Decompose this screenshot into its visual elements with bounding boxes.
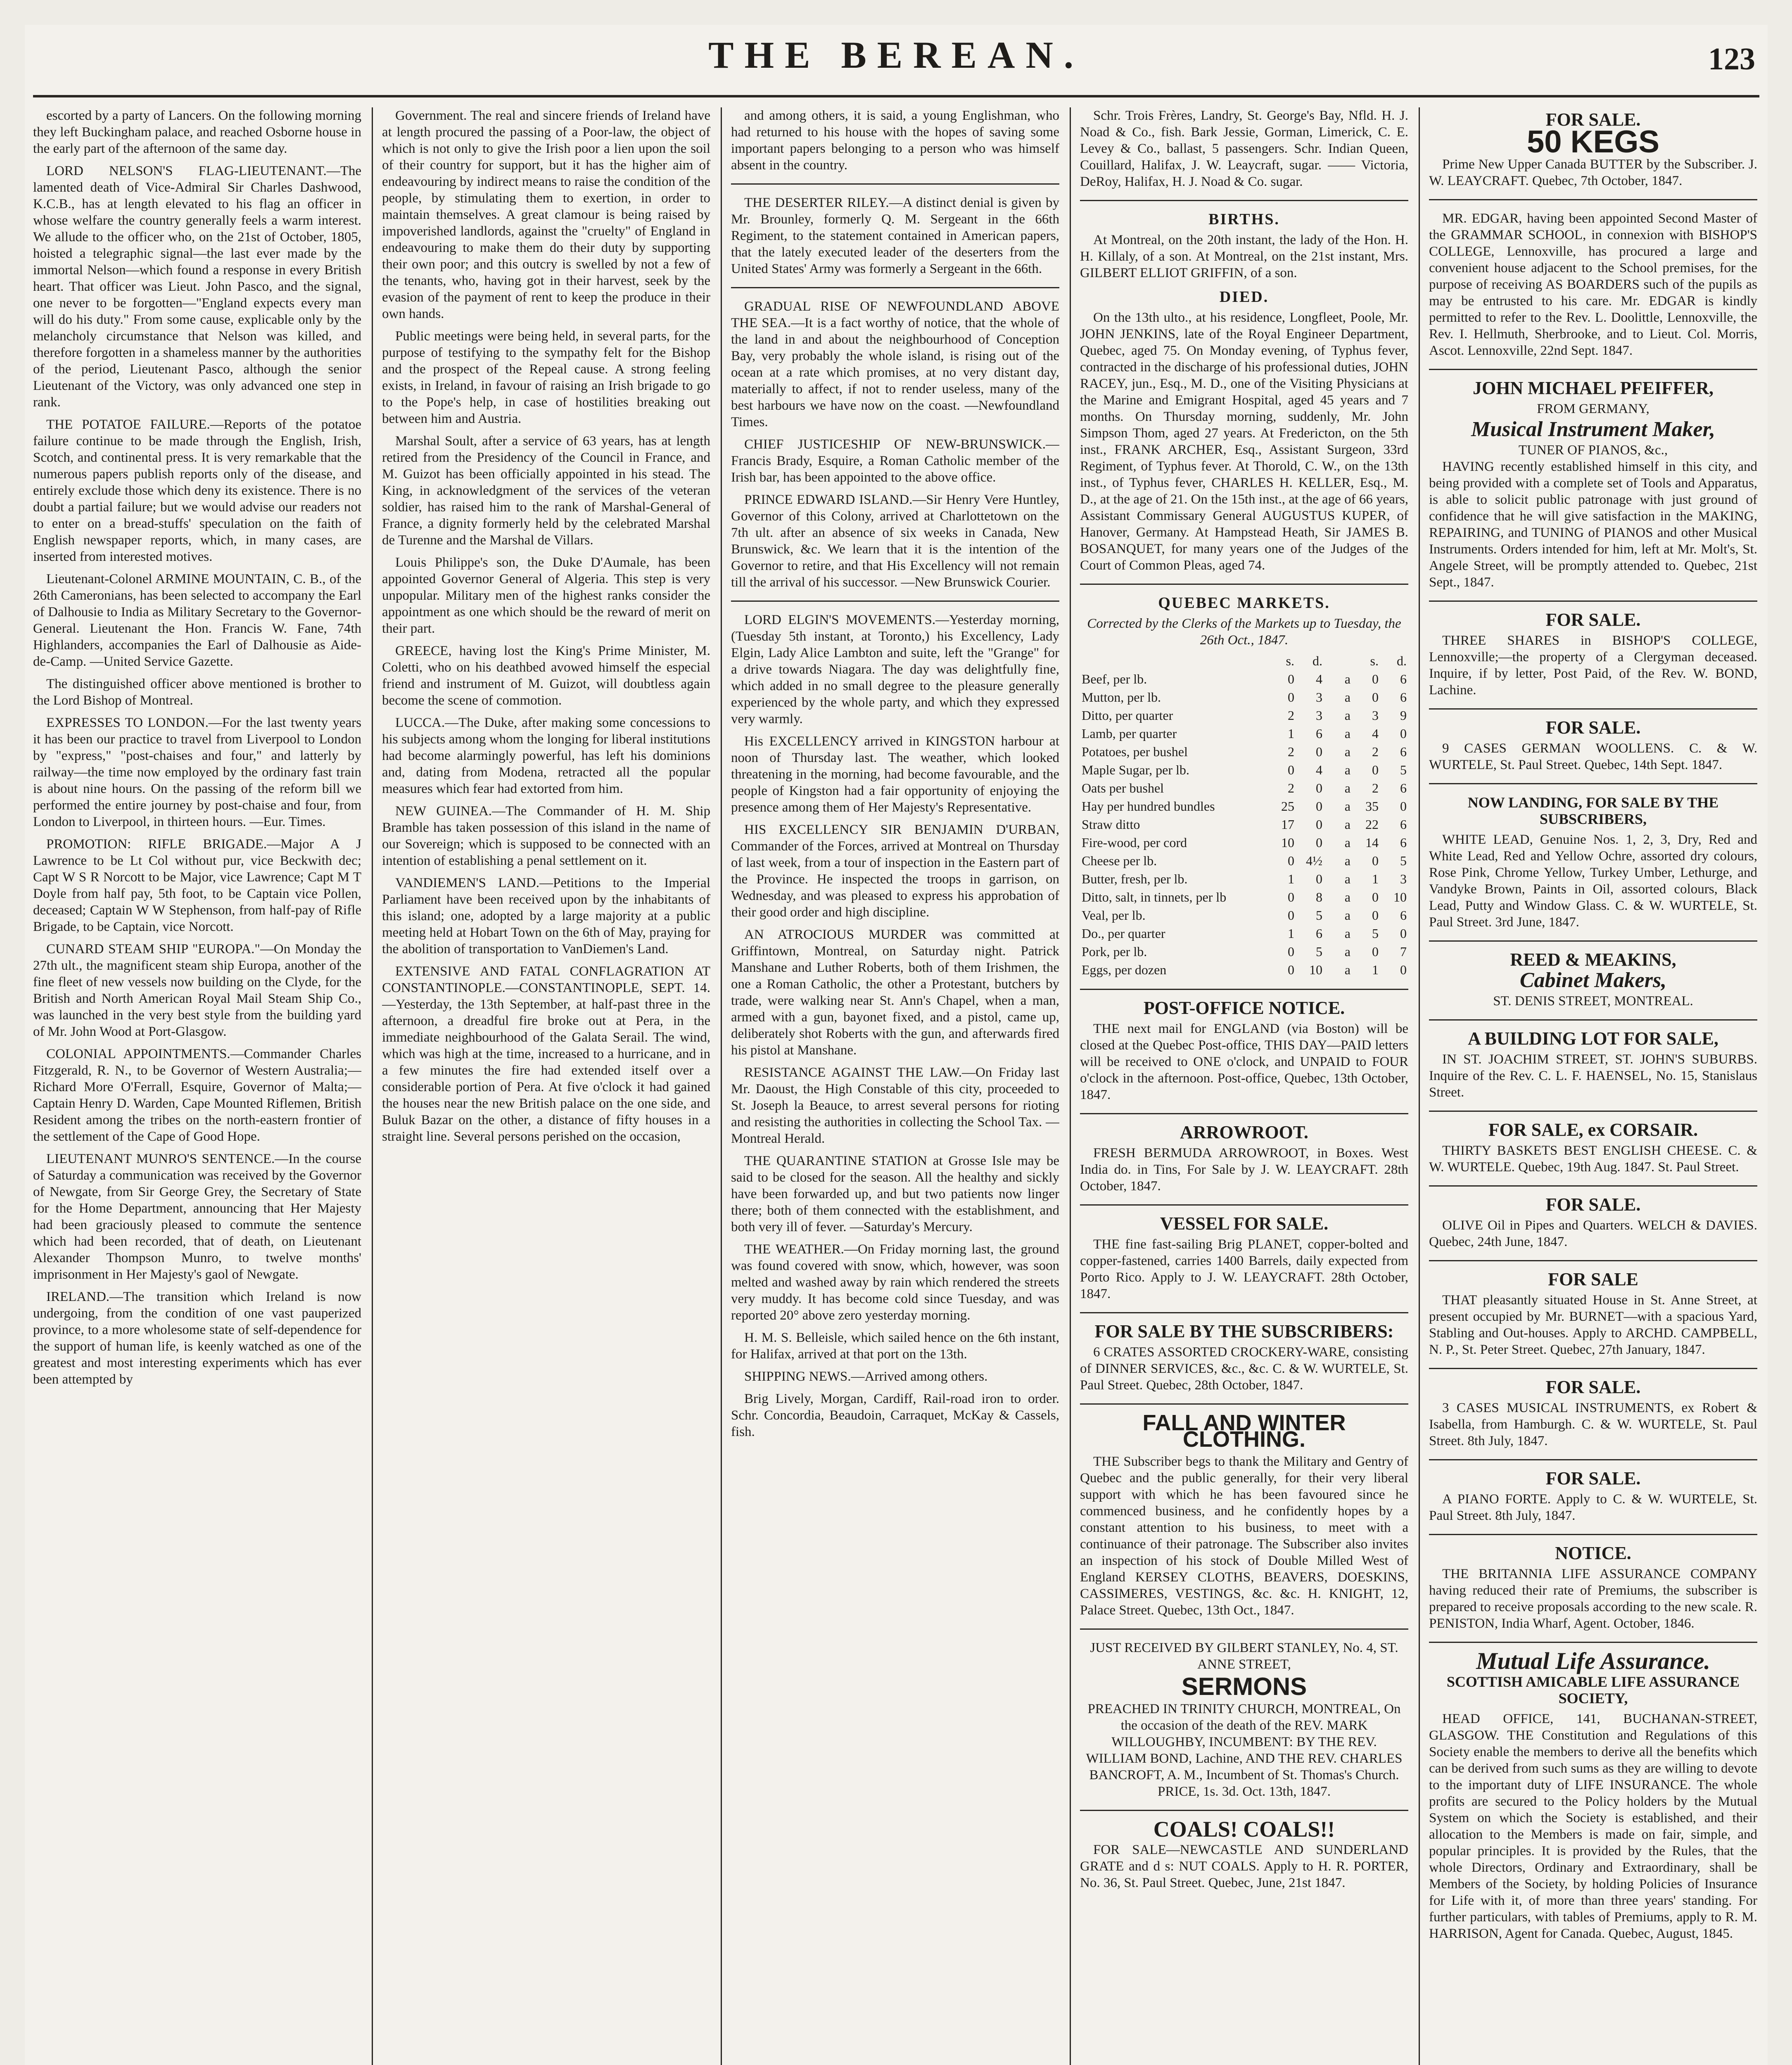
- article-paragraph: Marshal Soult, after a service of 63 years, has at length retired from the Presidency of the Council in France, and M. Guizot has been officially appointed in his stead. The King, in acknowledgment of the services of the veteran soldier, has raised him to the rank of Marshal-General of France, a dignity formerly held by the celebrated Marshal de Turenne and the Marshal de Villars.: [382, 434, 710, 548]
- markets-header-cell: d.: [1313, 653, 1322, 668]
- market-price: a: [1344, 799, 1351, 814]
- divider: [1429, 1019, 1757, 1021]
- ad-subtitle: FROM GERMANY,: [1537, 401, 1650, 416]
- article-paragraph: CUNARD STEAM SHIP "EUROPA."—On Monday the 27th ult., the magnificent steam ship Europa, another of the fine fleet of new vessels now building on the Clyde, for the British and North American Royal Mail Steam Ship Co., was launched in the very best style from the building yard of Mr. John Wood at Port-Glasgow.: [33, 942, 361, 1039]
- markets-header-cell: d.: [1397, 653, 1407, 668]
- market-price: 0: [1288, 908, 1294, 923]
- article-paragraph: THE DESERTER RILEY.—A distinct denial is given by Mr. Brounley, formerly Q. M. Sergeant in the 66th Regiment, to the statement contained in American papers, that the lately executed leader of the deserters from the United States' Army was formerly a Sergeant in the 66th.: [731, 195, 1059, 276]
- market-price: 2: [1372, 781, 1379, 795]
- divider: [1080, 1204, 1408, 1206]
- divider: [1429, 1459, 1757, 1460]
- divider: [1429, 369, 1757, 370]
- markets-header-cell: [1080, 652, 1268, 670]
- market-item: Potatoes, per bushel: [1082, 744, 1188, 759]
- article-paragraph: IRELAND.—The transition which Ireland is now undergoing, from the condition of one vast pauperized province, to a more wholesome state of self-dependence for the support of human life, is keenly watched as one of the greatest and most interesting experiments which has ever been attempted by: [33, 1289, 361, 1387]
- market-price: 6: [1316, 926, 1322, 941]
- market-price: 0: [1288, 890, 1294, 904]
- ad-text: OLIVE Oil in Pipes and Quarters. WELCH & DAVIES. Quebec, 24th June, 1847.: [1429, 1218, 1757, 1249]
- article-paragraph: Public meetings were being held, in several parts, for the purpose of testifying to the sympathy felt for the Bishop and the prospect of the Repeal cause. A strong feeling exists, in Ireland, in favour of raising an Irish brigade to go to the Pope's help, in case of hostilities breaking out between him and Austria.: [382, 329, 710, 426]
- divider: [1080, 1113, 1408, 1114]
- market-price: a: [1344, 835, 1351, 850]
- divider: [1429, 199, 1757, 200]
- column-2: [382, 107, 710, 2065]
- market-price: 0: [1372, 890, 1379, 904]
- divider: [731, 287, 1059, 288]
- article-paragraph: HIS EXCELLENCY SIR BENJAMIN D'URBAN, Commander of the Forces, arrived at Montreal on Thursday of last week, from a tour of inspection in the Eastern part of the Province. He inspected the troops in garrison, on Wednesday, and was pleased to express his approbation of their good order and high discipline.: [731, 822, 1059, 920]
- arrowroot-text: FRESH BERMUDA ARROWROOT, in Boxes. West India do. in Tins, For Sale by J. W. LEAYCRAFT. 28th October, 1847.: [1080, 1146, 1408, 1194]
- article-paragraph: PRINCE EDWARD ISLAND.—Sir Henry Vere Huntley, Governor of this Colony, arrived at Charlottetown on the 7th ult. after an absence of six weeks in Canada, New Brunswick, &c. We learn that it is the intention of the Governor to retire, and that His Excellency will not remain till the arrival of his successor. —New Brunswick Courier.: [731, 492, 1059, 590]
- market-price: 3: [1316, 690, 1322, 705]
- article-paragraph: PROMOTION: RIFLE BRIGADE.—Major A J Lawrence to be Lt Col without pur, vice Beckwith dec; Capt W S R Norcott to be Major, vice Lawrence; Capt M T Doyle from half pay, 5th foot, to be Captain vice Pollen, deceased; Captain W W Stephenson, from half-pay of Rifle Brigade, to be Captain, vice Norcott.: [33, 837, 361, 934]
- market-item: Pork, per lb.: [1082, 944, 1147, 959]
- market-price: 1: [1288, 726, 1294, 741]
- market-price: 17: [1281, 817, 1294, 832]
- market-price: 25: [1281, 799, 1294, 814]
- market-price: 6: [1400, 908, 1407, 923]
- market-price: 9: [1400, 708, 1407, 723]
- table-row: [1080, 670, 1408, 688]
- table-row: [1080, 797, 1408, 815]
- market-price: 2: [1288, 781, 1294, 795]
- market-price: 0: [1316, 817, 1322, 832]
- market-price: 0: [1372, 853, 1379, 868]
- ad-title: NOTICE.: [1555, 1543, 1631, 1563]
- ad-text: IN ST. JOACHIM STREET, ST. JOHN'S SUBURBS. Inquire of the Rev. C. L. F. HAENSEL, No. 15, Stanislaus Street.: [1429, 1052, 1757, 1100]
- market-price: 6: [1400, 817, 1407, 832]
- markets-header-cell: s.: [1370, 653, 1379, 668]
- ad-text: MR. EDGAR, having been appointed Second Master of the GRAMMAR SCHOOL, in connexion with BISHOP'S COLLEGE, Lennoxville, has procured a large and convenient house adjacent to the School premises, for the purpose of receiving AS BOARDERS such of the pupils as may be entrusted to his care. Mr. EDGAR is kindly permitted to refer to the Rev. L. Doolittle, Lennoxville, the Rev. I. Hellmuth, Sherbrooke, and to Lieut. Col. Morris, Ascot. Lennoxville, 22nd Sept. 1847.: [1429, 211, 1757, 358]
- market-price: 5: [1316, 908, 1322, 923]
- market-price: 0: [1372, 690, 1379, 705]
- article-paragraph: Louis Philippe's son, the Duke D'Aumale, has been appointed Governor General of Algeria. This step is very unpopular. Military men of the highest ranks consider the appointment as one which should be the reward of merit on their part.: [382, 555, 710, 636]
- market-item: Cheese per lb.: [1082, 853, 1157, 868]
- column-rule: [1419, 107, 1420, 2065]
- market-price: a: [1344, 871, 1351, 886]
- market-price: 3: [1372, 708, 1379, 723]
- market-price: a: [1344, 853, 1351, 868]
- divider: [1080, 1403, 1408, 1405]
- market-price: 1: [1288, 926, 1294, 941]
- ad-title: FOR SALE: [1548, 1269, 1638, 1289]
- market-item: Veal, per lb.: [1082, 908, 1146, 923]
- article-paragraph: H. M. S. Belleisle, which sailed hence on the 6th instant, for Halifax, arrived at that port on the 13th.: [731, 1330, 1059, 1362]
- table-row: [1080, 833, 1408, 852]
- market-price: a: [1344, 708, 1351, 723]
- market-price: 0: [1288, 762, 1294, 777]
- masthead: [33, 33, 1759, 97]
- markets-header-cell: s.: [1286, 653, 1294, 668]
- market-price: 0: [1288, 944, 1294, 959]
- ad-title: REED & MEAKINS,: [1510, 949, 1676, 970]
- ad-title: FOR SALE, ex CORSAIR.: [1488, 1120, 1698, 1140]
- table-row: [1080, 815, 1408, 833]
- ad-text: THREE SHARES in BISHOP'S COLLEGE, Lennoxville;—the property of a Clergyman deceased. Inquire, if by letter, Post Paid, of the Rev. W. BOND, Lachine.: [1429, 633, 1757, 698]
- ad-subtitle: TUNER OF PIANOS, &c.,: [1518, 443, 1668, 458]
- ad-text: HEAD OFFICE, 141, BUCHANAN-STREET, GLASGOW. THE Constitution and Regulations of this Society enable the members to derive all the benefits which can be derived from such sums as they are willing to devote to the important duty of LIFE INSURANCE. The whole profits are secured to the Policy holders by the Mutual System on which the Society is established, and their allocation to the Members is made on fair, simple, and popular principles. It is provided by the Rules, that the whole Directors, Ordinary and Extraordinary, shall be Members of the Society, by holding Policies of Insurance for Life with it, of more than three years' standing. For further particulars, with tables of Premiums, apply to R. M. HARRISON, Agent for Canada. Quebec, August, 1845.: [1429, 1711, 1757, 1941]
- article-paragraph: THE WEATHER.—On Friday morning last, the ground was found covered with snow, which, however, was soon melted and washed away by rain which rendered the streets very muddy. It has become cold since Tuesday, and was reported 20° above zero yesterday morning.: [731, 1242, 1059, 1323]
- ad-title: A BUILDING LOT FOR SALE,: [1468, 1028, 1718, 1049]
- article-paragraph: GREECE, having lost the King's Prime Minister, M. Coletti, who on his deathbed avowed himself the especial friend and instrument of M. Guizot, will doubtless again become the scene of commotion.: [382, 643, 710, 708]
- market-item: Lamb, per quarter: [1082, 726, 1177, 741]
- table-row: [1080, 888, 1408, 906]
- market-price: 3: [1400, 871, 1407, 886]
- divider: [1429, 783, 1757, 784]
- market-item: Butter, fresh, per lb.: [1082, 871, 1188, 886]
- ad-text: A PIANO FORTE. Apply to C. & W. WURTELE, St. Paul Street. 8th July, 1847.: [1429, 1492, 1757, 1523]
- ad-title: FOR SALE.: [1545, 1468, 1641, 1488]
- article-paragraph: CHIEF JUSTICESHIP OF NEW-BRUNSWICK.—Francis Brady, Esquire, a Roman Catholic member of the Irish bar, has been appointed to the above office.: [731, 437, 1059, 485]
- ad-text: WHITE LEAD, Genuine Nos. 1, 2, 3, Dry, Red and White Lead, Red and Yellow Ochre, assorted dry colours, Rose Pink, Chrome Yellow, Turkey Umber, Lethurge, and Vandyke Brown, Paints in Oil, assorted colours, Black Lead, Putty and Window Glass. C. & W. WURTELE, St. Paul Street. 3rd June, 1847.: [1429, 832, 1757, 930]
- ad-script-title: Cabinet Makers,: [1519, 968, 1667, 992]
- markets-table: [1080, 652, 1408, 979]
- market-price: 0: [1400, 726, 1407, 741]
- ad-title: FOR SALE.: [1545, 610, 1641, 630]
- ad-title: FOR SALE.: [1545, 109, 1641, 130]
- ad-text: HAVING recently established himself in this city, and being provided with a complete set of Tools and Apparatus, is able to solicit public patronage with just ground of confidence that he will give satisfaction in the MAKING, REPAIRING, and TUNING of PIANOS and other Musical Instruments. Orders intended for him, left at Mr. Molt's, St. Angele Street, will be promptly attended to. Quebec, 21st Sept., 1847.: [1429, 459, 1757, 590]
- ad-text: ST. DENIS STREET, MONTREAL.: [1493, 994, 1693, 1009]
- sermons-head: JUST RECEIVED BY GILBERT STANLEY, No. 4, ST. ANNE STREET,: [1090, 1640, 1398, 1672]
- market-item: Mutton, per lb.: [1082, 690, 1161, 705]
- market-price: 0: [1400, 926, 1407, 941]
- divider: [1080, 584, 1408, 585]
- market-price: 4½: [1306, 853, 1322, 868]
- divider: [1080, 1312, 1408, 1313]
- ad-title: NOW LANDING, FOR SALE BY THE SUBSCRIBERS,: [1467, 794, 1719, 827]
- article-paragraph: EXPRESSES TO LONDON.—For the last twenty years it has been our practice to travel from Liverpool to London by "express," "post-chaises and four," and latterly by railway—the time now employed by the ordinary fast train is about nine hours. On the passing of the reform bill we performed the entire journey by post-chaise and four, from London to Liverpool, in thirteen hours. —Eur. Times.: [33, 715, 361, 829]
- market-price: 0: [1372, 944, 1379, 959]
- market-price: 7: [1400, 944, 1407, 959]
- ad-script-title: Musical Instrument Maker,: [1471, 418, 1715, 441]
- divider: [1429, 1111, 1757, 1112]
- markets-note: Corrected by the Clerks of the Markets up to Tuesday, the 26th Oct., 1847.: [1087, 616, 1401, 648]
- market-item: Maple Sugar, per lb.: [1082, 762, 1189, 777]
- column-1: [33, 107, 361, 2065]
- market-price: 0: [1372, 672, 1379, 686]
- shipping-heading: SHIPPING NEWS.—Arrived among others.: [744, 1369, 988, 1384]
- market-price: 0: [1316, 835, 1322, 850]
- ad-text: 9 CASES GERMAN WOOLLENS. C. & W. WURTELE, St. Paul Street. Quebec, 14th Sept. 1847.: [1429, 741, 1757, 772]
- market-price: 4: [1316, 672, 1322, 686]
- market-price: 0: [1288, 962, 1294, 977]
- market-price: 4: [1372, 726, 1379, 741]
- market-price: a: [1344, 926, 1351, 941]
- died-text: On the 13th ulto., at his residence, Longfleet, Poole, Mr. JOHN JENKINS, late of the Royal Engineer Department, Quebec, aged 75. On Monday evening, of Typhus fever, contracted in the discharge of his professional duties, JOHN RACEY, jun., Esq., M. D., one of the Visiting Physicians at the Marine and Emigrant Hospital, aged 45 years and 7 months. On Thursday morning, suddenly, Mr. John Simpson Thom, aged 27 years. At Fredericton, on the 5th inst., FRANK ARCHER, Esq., Assistant Surgeon, 33rd Regiment, of Typhus fever. At Thorold, C. W., on the 13th inst., of Typhus fever, CHARLES H. KELLER, Esq., M. D., at the age of 21. On the 15th inst., at the age of 66 years, Assistant Commissary General AUGUSTUS KUPER, of Hanover, Germany. At Hampstead Heath, Sir JAMES B. BOSANQUET, for many years one of the Judges of the Court of Common Pleas, aged 74.: [1080, 310, 1408, 573]
- article-paragraph: His EXCELLENCY arrived in KINGSTON harbour at noon of Thursday last. The weather, which looked threatening in the morning, had become favourable, and the people of Kingston had a fair opportunity of enjoying the presence among them of Her Majesty's Representative.: [731, 734, 1059, 815]
- column-4: [1080, 107, 1408, 2065]
- market-price: a: [1344, 726, 1351, 741]
- coals-text: FOR SALE—NEWCASTLE AND SUNDERLAND GRATE and d s: NUT COALS. Apply to H. R. PORTER, No. 36, St. Paul Street. Quebec, June, 21st 1847.: [1080, 1842, 1408, 1890]
- ad-text: THE BRITANNIA LIFE ASSURANCE COMPANY having reduced their rate of Premiums, the subscriber is prepared to receive proposals according to the new scale. R. PENISTON, India Wharf, Agent. October, 1846.: [1429, 1567, 1757, 1631]
- article-paragraph: LORD ELGIN'S MOVEMENTS.—Yesterday morning, (Tuesday 5th instant, at Toronto,) his Excellency, Lady Elgin, Lady Alice Lambton and suite, left the "Grange" for a drive towards Niagara. The day was delightfully fine, which added in no small degree to the pleasure generally experienced by the whole party, and which they expressed very warmly.: [731, 612, 1059, 726]
- market-price: 6: [1400, 781, 1407, 795]
- column-3: [731, 107, 1059, 2065]
- vessel-title: VESSEL FOR SALE.: [1160, 1213, 1329, 1234]
- market-price: 8: [1316, 890, 1322, 904]
- market-price: 22: [1365, 817, 1379, 832]
- market-price: 4: [1316, 762, 1322, 777]
- ad-text: Prime New Upper Canada BUTTER by the Subscriber. J. W. LEAYCRAFT. Quebec, 7th October, 1847.: [1429, 157, 1757, 188]
- table-row: [1080, 706, 1408, 724]
- market-price: 6: [1316, 726, 1322, 741]
- column-rule: [1070, 107, 1071, 2065]
- crockery-title: FOR SALE BY THE SUBSCRIBERS:: [1094, 1321, 1394, 1341]
- market-price: 1: [1372, 871, 1379, 886]
- market-price: 0: [1316, 781, 1322, 795]
- divider: [1429, 1185, 1757, 1187]
- ad-title: FOR SALE.: [1545, 717, 1641, 738]
- post-office-text: THE next mail for ENGLAND (via Boston) will be closed at the Quebec Post-office, THIS DAY—PAID letters will be received to ONE o'clock, and UNPAID to FOUR o'clock in the afternoon. Post-office, Quebec, 13th October, 1847.: [1080, 1021, 1408, 1102]
- article-paragraph: and among others, it is said, a young Englishman, who had returned to his house with the hopes of saving some important papers belonging to a person who was himself absent in the country.: [731, 108, 1059, 173]
- market-price: a: [1344, 744, 1351, 759]
- divider: [1429, 1642, 1757, 1643]
- table-row: [1080, 924, 1408, 942]
- table-row: [1080, 852, 1408, 870]
- market-price: 5: [1316, 944, 1322, 959]
- market-price: 5: [1400, 853, 1407, 868]
- market-price: 10: [1281, 835, 1294, 850]
- table-row: [1080, 906, 1408, 924]
- market-price: 0: [1288, 672, 1294, 686]
- markets-title: QUEBEC MARKETS.: [1158, 594, 1330, 612]
- market-item: Do., per quarter: [1082, 926, 1165, 941]
- market-price: 0: [1372, 762, 1379, 777]
- shipping-list: Schr. Trois Frères, Landry, St. George's Bay, Nfld. H. J. Noad & Co., fish. Bark Jessie, Gorman, Limerick, C. E. Levey & Co., ballast, 5 passengers. Schr. Indian Queen, Couillard, Halifax, J. W. Leaycraft, sugar. —— Victoria, DeRoy, Halifax, H. J. Noad & Co. sugar.: [1080, 108, 1408, 189]
- market-price: 0: [1288, 690, 1294, 705]
- market-item: Beef, per lb.: [1082, 672, 1147, 686]
- market-item: Ditto, salt, in tinnets, per lb: [1082, 890, 1227, 904]
- divider: [1429, 1534, 1757, 1535]
- market-price: 35: [1365, 799, 1379, 814]
- shipping-list: Brig Lively, Morgan, Cardiff, Rail-road iron to order. Schr. Concordia, Beaudoin, Carraquet, McKay & Cassels, fish.: [731, 1391, 1059, 1439]
- divider: [1429, 1368, 1757, 1369]
- article-paragraph: The distinguished officer above mentioned is brother to the Lord Bishop of Montreal.: [33, 676, 361, 708]
- ad-text: THAT pleasantly situated House in St. Anne Street, at present occupied by Mr. BURNET—with a spacious Yard, Stabling and Out-houses. Apply to ARCHD. CAMPBELL, N. P., St. Peter Street. Quebec, 27th January, 1847.: [1429, 1293, 1757, 1357]
- market-price: 0: [1316, 744, 1322, 759]
- market-price: 1: [1372, 962, 1379, 977]
- market-price: 6: [1400, 672, 1407, 686]
- article-paragraph: EXTENSIVE AND FATAL CONFLAGRATION AT CONSTANTINOPLE.—CONSTANTINOPLE, SEPT. 14.—Yesterday, the 13th September, at half-past three in the afternoon, a dreadful fire broke out at Pera, in the immediate neighbourhood of the Galata Serail. The wind, which was high at the time, increased to a hurricane, and in a few minutes the fire had extended itself over a considerable portion of Pera. At five o'clock it had gained the houses near the new British palace on the one side, and Buluk Bazar on the other, a distance of fifty houses in a straight line. Several persons perished on the occasion,: [382, 964, 710, 1144]
- post-office-title: POST-OFFICE NOTICE.: [1143, 998, 1345, 1018]
- ad-text: THIRTY BASKETS BEST ENGLISH CHEESE. C. & W. WURTELE. Quebec, 19th Aug. 1847. St. Paul Street.: [1429, 1143, 1757, 1175]
- market-price: 5: [1400, 762, 1407, 777]
- market-price: 0: [1400, 962, 1407, 977]
- article-paragraph: RESISTANCE AGAINST THE LAW.—On Friday last Mr. Daoust, the High Constable of this city, proceeded to St. Joseph la Beauce, to arrest several persons for rioting and resisting the authorities in collecting the School Tax. —Montreal Herald.: [731, 1065, 1059, 1146]
- market-price: a: [1344, 908, 1351, 923]
- ad-title: SCOTTISH AMICABLE LIFE ASSURANCE SOCIETY,: [1446, 1673, 1740, 1707]
- market-item: Fire-wood, per cord: [1082, 835, 1187, 850]
- column-rule: [372, 107, 373, 2065]
- sermons-title: SERMONS: [1181, 1673, 1307, 1700]
- divider: [1429, 1260, 1757, 1261]
- article-paragraph: VANDIEMEN'S LAND.—Petitions to the Imperial Parliament have been received upon by the inhabitants of this island; one, adopted by a large majority at a public meeting held at Hobart Town on the 6th of May, praying for the abolition of transportation to VanDiemen's Land.: [382, 876, 710, 957]
- market-price: 6: [1400, 744, 1407, 759]
- article-paragraph: AN ATROCIOUS MURDER was committed at Griffintown, Montreal, on Saturday night. Patrick Manshane and Luther Roberts, both of them Irishmen, the one a Roman Catholic, the other a Protestant, butchers by trade, were walking near St. Ann's Chapel, when a man, armed with a gun, bayonet fixed, and a pistol, came up, deliberately shot Roberts with the gun, and afterwards fired his pistol at Manshane.: [731, 927, 1059, 1058]
- market-price: a: [1344, 781, 1351, 795]
- table-row: [1080, 942, 1408, 961]
- article-paragraph: THE QUARANTINE STATION at Grosse Isle may be said to be closed for the season. All the healthy and sickly have been forwarded up, and but two patients now linger there; both of them connected with the establishment, and both very ill of fever. —Saturday's Mercury.: [731, 1154, 1059, 1234]
- market-price: 0: [1400, 799, 1407, 814]
- market-price: 6: [1400, 835, 1407, 850]
- ad-title: JOHN MICHAEL PFEIFFER,: [1472, 378, 1714, 398]
- market-price: a: [1344, 944, 1351, 959]
- market-price: 2: [1288, 744, 1294, 759]
- article-paragraph: LUCCA.—The Duke, after making some concessions to his subjects among whom the longing for liberal institutions had become alarmingly powerful, has left his dominions and, dating from Modena, retracted all the popular measures which fear had extorted from him.: [382, 715, 710, 796]
- article-paragraph: GRADUAL RISE OF NEWFOUNDLAND ABOVE THE SEA.—It is a fact worthy of notice, that the whole of the land in and about the neighbourhood of Conception Bay, very probably the whole island, is rising out of the ocean at a rate which promises, at no very distant day, materially to affect, if not to render useless, many of the best harbours we have now on the coast. —Newfoundland Times.: [731, 299, 1059, 430]
- market-item: Straw ditto: [1082, 817, 1140, 832]
- market-price: a: [1344, 890, 1351, 904]
- divider: [731, 601, 1059, 602]
- market-price: 2: [1372, 744, 1379, 759]
- died-heading: DIED.: [1219, 288, 1269, 306]
- table-row: [1080, 779, 1408, 797]
- article-paragraph: escorted by a party of Lancers. On the following morning they left Buckingham palace, and reached Osborne house in the early part of the afternoon of the same day.: [33, 108, 361, 156]
- ad-headline: 50 KEGS: [1526, 124, 1660, 159]
- table-row: [1080, 761, 1408, 779]
- divider: [1429, 940, 1757, 942]
- divider: [1080, 200, 1408, 201]
- table-row: [1080, 961, 1408, 979]
- article-paragraph: LIEUTENANT MUNRO'S SENTENCE.—In the course of Saturday a communication was received by the Governor of Newgate, from Sir George Grey, the Secretary of State for the Home Department, announcing that Her Majesty had been graciously pleased to commute the sentence which had been recorded, that of death, on Lieutenant Alexander Thompson Munro, to twelve months' imprisonment in Her Majesty's gaol of Newgate.: [33, 1151, 361, 1282]
- table-row: [1080, 743, 1408, 761]
- market-price: 14: [1365, 835, 1379, 850]
- ad-title: FOR SALE.: [1545, 1377, 1641, 1397]
- market-price: a: [1344, 817, 1351, 832]
- market-price: 0: [1288, 853, 1294, 868]
- market-price: 1: [1288, 871, 1294, 886]
- ad-script-title: Mutual Life Assurance.: [1476, 1647, 1710, 1674]
- market-price: 0: [1372, 908, 1379, 923]
- article-paragraph: Government. The real and sincere friends of Ireland have at length procured the passing of a Poor-law, the object of which is not only to give the Irish poor a lien upon the soil of their country for support, but it has the higher aim of endeavouring by indirect means to raise the condition of the people, by stimulating them to exertion, in order to maintain themselves. A great clamour is being raised by impoverished landlords, against the "cruelty" of England in endeavouring to make them do their duty by supporting their own poor; and this outcry is swelled by not a few of the tenants, who, having got in their harvest, seek by the evasion of the payment of rent to keep the produce in their own hands.: [382, 108, 710, 321]
- article-paragraph: Lieutenant-Colonel ARMINE MOUNTAIN, C. B., of the 26th Cameronians, has been selected to accompany the Earl of Dalhousie to India as Military Secretary to the Governor-General. Lieutenant the Hon. Francis W. Fane, 74th Highlanders, accompanies the Earl of Dalhousie as Aide-de-Camp. —United Service Gazette.: [33, 572, 361, 669]
- column-rule: [721, 107, 722, 2065]
- divider: [731, 183, 1059, 185]
- market-price: 0: [1316, 871, 1322, 886]
- divider: [1080, 1810, 1408, 1811]
- article-paragraph: NEW GUINEA.—The Commander of H. M. Ship Bramble has taken possession of this island in the name of our Sovereign; which is supposed to be connected with an intention of establishing a penal settlement on it.: [382, 804, 710, 868]
- arrowroot-title: ARROWROOT.: [1180, 1122, 1308, 1142]
- market-price: 10: [1393, 890, 1407, 904]
- market-price: 6: [1400, 690, 1407, 705]
- market-price: 10: [1309, 962, 1322, 977]
- sermons-text: PREACHED IN TRINITY CHURCH, MONTREAL, On the occasion of the death of the REV. MARK WILLOUGHBY, INCUMBENT: BY THE REV. WILLIAM BOND, Lachine, AND THE REV. CHARLES BANCROFT, A. M., Incumbent of St. Thomas's Church. PRICE, 1s. 3d. Oct. 13th, 1847.: [1086, 1702, 1403, 1799]
- market-item: Oats per bushel: [1082, 781, 1164, 795]
- clothing-text: THE Subscriber begs to thank the Military and Gentry of Quebec and the public generally, for their very liberal support with which he has been favoured since he commenced business, and he confidently hopes by a constant attention to his business, to meet with a continuance of their patronage. The Subscriber also invites an inspection of his stock of Double Milled West of England KERSEY CLOTHS, BEAVERS, DOESKINS, CASSIMERES, VESTINGS, &c. &c. H. KNIGHT, 12, Palace Street. Quebec, 13th Oct., 1847.: [1080, 1454, 1408, 1618]
- newspaper-title: THE BEREAN.: [708, 34, 1084, 76]
- market-price: a: [1344, 762, 1351, 777]
- ad-text: 3 CASES MUSICAL INSTRUMENTS, ex Robert & Isabella, from Hamburgh. C. & W. WURTELE, St. Paul Street. 8th July, 1847.: [1429, 1400, 1757, 1448]
- table-row: [1080, 724, 1408, 743]
- divider: [1080, 989, 1408, 990]
- births-heading: BIRTHS.: [1208, 211, 1280, 228]
- ad-title: FOR SALE.: [1545, 1194, 1641, 1215]
- market-item: Hay per hundred bundles: [1082, 799, 1215, 814]
- market-item: Eggs, per dozen: [1082, 962, 1167, 977]
- market-price: 5: [1372, 926, 1379, 941]
- market-price: a: [1344, 672, 1351, 686]
- article-paragraph: COLONIAL APPOINTMENTS.—Commander Charles Fitzgerald, R. N., to be Governor of Western Australia;—Richard More O'Ferrall, Esquire, Governor of Malta;—Captain Henry D. Warden, Cape Mounted Riflemen, British Resident among the tribes on the north-eastern frontier of the settlement of the Cape of Good Hope.: [33, 1047, 361, 1144]
- divider: [1080, 1628, 1408, 1630]
- page-number: 123: [1708, 42, 1755, 76]
- table-row: [1080, 870, 1408, 888]
- market-price: 3: [1316, 708, 1322, 723]
- markets-header-cell: [1324, 652, 1352, 670]
- coals-title: COALS! COALS!!: [1153, 1817, 1335, 1842]
- market-price: a: [1344, 690, 1351, 705]
- column-5: [1429, 107, 1757, 2065]
- market-price: 0: [1316, 799, 1322, 814]
- market-item: Ditto, per quarter: [1082, 708, 1173, 723]
- divider: [1429, 601, 1757, 602]
- crockery-text: 6 CRATES ASSORTED CROCKERY-WARE, consisting of DINNER SERVICES, &c., &c. C. & W. WURTELE, St. Paul Street. Quebec, 28th October, 1847.: [1080, 1345, 1408, 1393]
- markets-header-row: [1080, 652, 1408, 670]
- births-text: At Montreal, on the 20th instant, the lady of the Hon. H. H. Killaly, of a son. At Montreal, on the 21st instant, Mrs. GILBERT ELLIOT GRIFFIN, of a son.: [1080, 233, 1408, 280]
- clothing-title: FALL AND WINTER CLOTHING.: [1142, 1410, 1346, 1452]
- vessel-text: THE fine fast-sailing Brig PLANET, copper-bolted and copper-fastened, carries 1400 Barrels, daily expected from Porto Rico. Apply to J. W. LEAYCRAFT. 28th October, 1847.: [1080, 1237, 1408, 1301]
- table-row: [1080, 688, 1408, 706]
- market-price: a: [1344, 962, 1351, 977]
- article-paragraph: THE POTATOE FAILURE.—Reports of the potatoe failure continue to be made through the English, Irish, Scotch, and continental press. It is very remarkable that the numerous papers publish reports only of the disease, and entirely exclude those which deny its existence. There is no doubt a partial failure; but we would advise our readers not to enter on a bread-stuffs' speculation on the faith of English newspaper reports, which, in many cases, are inserted from interested motives.: [33, 417, 361, 564]
- article-paragraph: LORD NELSON'S FLAG-LIEUTENANT.—The lamented death of Vice-Admiral Sir Charles Dashwood, K.C.B., has at length elevated to his flag an officer in whose welfare the country generally feels a warm interest. We allude to the officer who, on the 21st of October, 1805, hoisted a telegraphic signal—the last ever made by the immortal Nelson—which found a response in every British heart. That officer was Lieut. John Pasco, and the signal, one never to be forgotten—"England expects every man will do his duty." From some cause, explicable only by the melancholy circumstance that Nelson was killed, and therefore forgotten in a shameless manner by the authorities of the period, Lieutenant Pasco, although the senior Lieutenant of the Victory, was only advanced one step in rank.: [33, 164, 361, 410]
- newspaper-page: [25, 25, 1768, 2065]
- divider: [1429, 708, 1757, 710]
- market-price: 2: [1288, 708, 1294, 723]
